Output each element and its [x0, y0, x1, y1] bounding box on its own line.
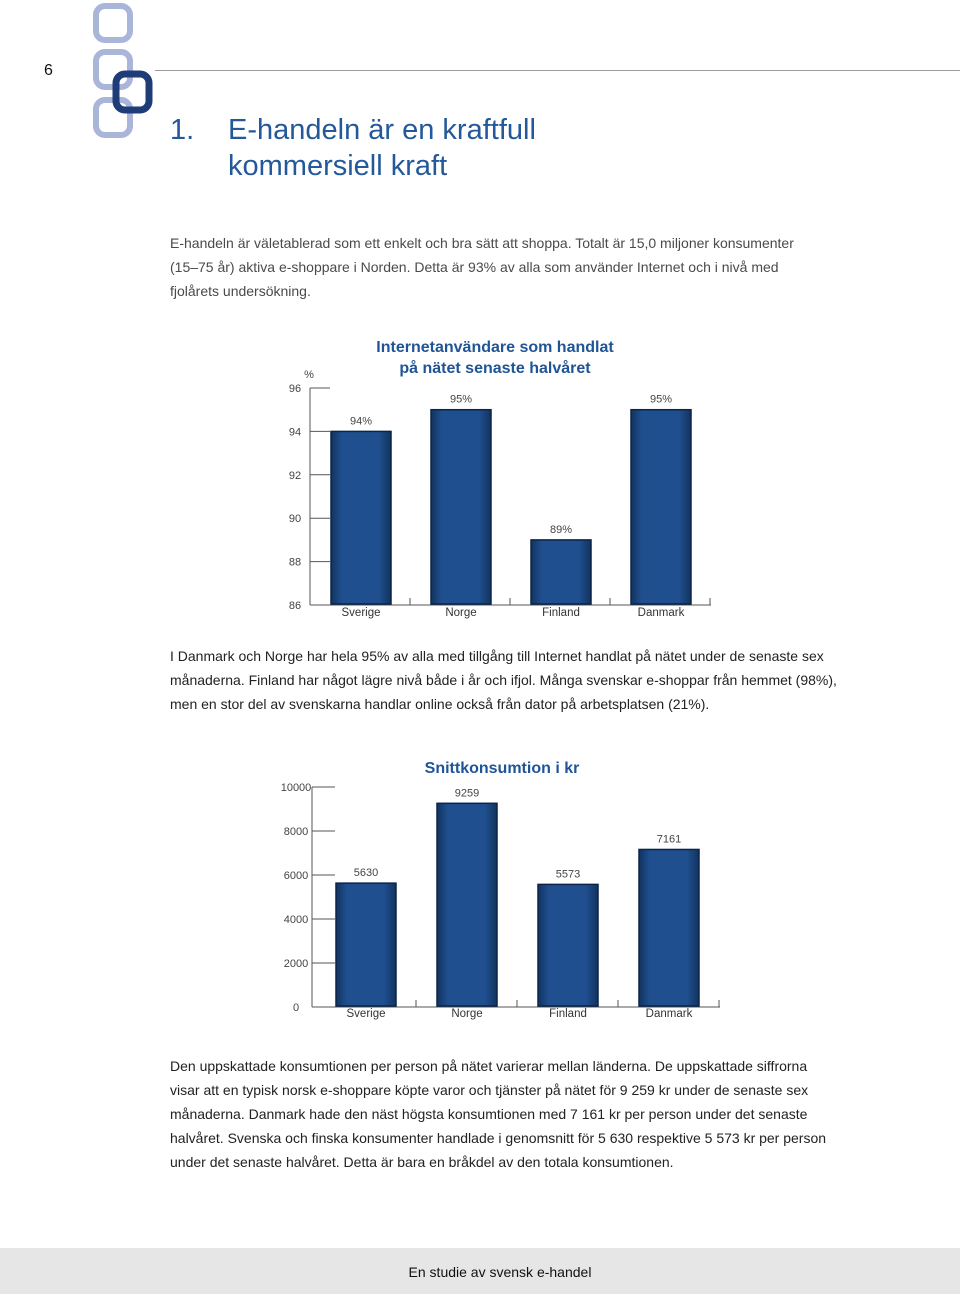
bar-sverige	[336, 883, 396, 1006]
chapter-title: E-handeln är en kraftfull kommersiell kraft	[228, 114, 536, 182]
y-tick-label: 8000	[283, 826, 309, 838]
value-label-finland: 5573	[555, 868, 581, 881]
value-label-sverige: 5630	[353, 867, 379, 880]
y-tick-label: 6000	[283, 870, 309, 882]
footer-text: En studie av svensk e-handel	[408, 1264, 592, 1280]
category-label-sverige: Sverige	[341, 607, 381, 619]
y-tick-label: 10000	[280, 782, 312, 794]
y-tick-label: 96	[288, 383, 302, 395]
value-label-sverige: 94%	[349, 415, 373, 428]
y-tick-label: 86	[288, 600, 302, 612]
category-label-danmark: Danmark	[645, 1008, 693, 1020]
y-tick-label: 88	[288, 556, 302, 569]
y-tick-label: 4000	[283, 914, 309, 926]
header-rule	[155, 70, 960, 71]
category-label-finland: Finland	[549, 1008, 587, 1020]
bar-finland	[531, 540, 591, 604]
bar-norge	[437, 803, 497, 1006]
bar-danmark	[631, 410, 691, 604]
value-label-danmark: 95%	[649, 393, 673, 406]
chart-title: Snittkonsumtion i kr	[424, 760, 580, 777]
chart-title: Internetanvändare som handlat på nätet senaste halvåret	[376, 339, 614, 377]
chain-link	[96, 6, 130, 40]
value-label-norge: 95%	[449, 393, 473, 406]
y-tick-label: 0	[292, 1002, 300, 1014]
y-tick-label: 90	[288, 513, 302, 526]
body-paragraph: I Danmark och Norge har hela 95% av alla med tillgång till Internet handlat på nätet under de senaste sex månaderna. Finland har något lägre nivå både i år och ifjol. Många svenskar e-shoppar från hemmet (98%), men en stor del av svenskarna handlar online också från dator på arbetsplatsen (21%).	[170, 648, 837, 712]
footer-band	[0, 1248, 960, 1294]
category-label-finland: Finland	[542, 607, 580, 619]
intro-paragraph: E-handeln är väletablerad som ett enkelt och bra sätt att shoppa. Totalt är 15,0 miljoner konsumenter (15–75 år) aktiva e-shoppare i Norden. Detta är 93% av alla som använder Internet och i nivå med fjolårets undersökning.	[170, 235, 794, 299]
bar-norge	[431, 410, 491, 604]
value-label-danmark: 7161	[656, 833, 682, 846]
y-tick-label: 92	[288, 469, 302, 482]
value-label-finland: 89%	[549, 523, 573, 536]
y-tick-label: 94	[288, 426, 302, 439]
y-tick-label: 2000	[283, 958, 309, 970]
category-label-sverige: Sverige	[346, 1008, 386, 1020]
category-label-norge: Norge	[451, 1008, 483, 1020]
chapter-number: 1.	[170, 114, 195, 146]
category-label-norge: Norge	[445, 607, 477, 619]
bar-danmark	[639, 849, 699, 1006]
page-number: 6	[44, 62, 53, 79]
value-label-norge: 9259	[454, 787, 480, 800]
category-label-danmark: Danmark	[637, 607, 685, 619]
chain-link	[96, 100, 130, 135]
chain-link-logo-icon	[85, 0, 160, 145]
body-paragraph: Den uppskattade konsumtionen per person på nätet varierar mellan länderna. De uppskattade siffrorna visar att en typisk norsk e-shoppare köpte varor och tjänster på nätet för 9 259 kr under de senaste sex månaderna. Danmark hade den näst högsta konsumtionen med 7 161 kr per person under det senaste halvåret. Svenska och finska konsumenter handlade i genomsnitt för 5 630 respektive 5 573 kr per person under det senaste halvåret. Detta är bara en bråkdel av den totala konsumtionen.	[170, 1058, 827, 1170]
bar-sverige	[331, 431, 391, 604]
bar-finland	[538, 884, 598, 1006]
y-axis-unit-label: %	[304, 369, 314, 381]
chart-average-spending	[0, 775, 960, 1035]
